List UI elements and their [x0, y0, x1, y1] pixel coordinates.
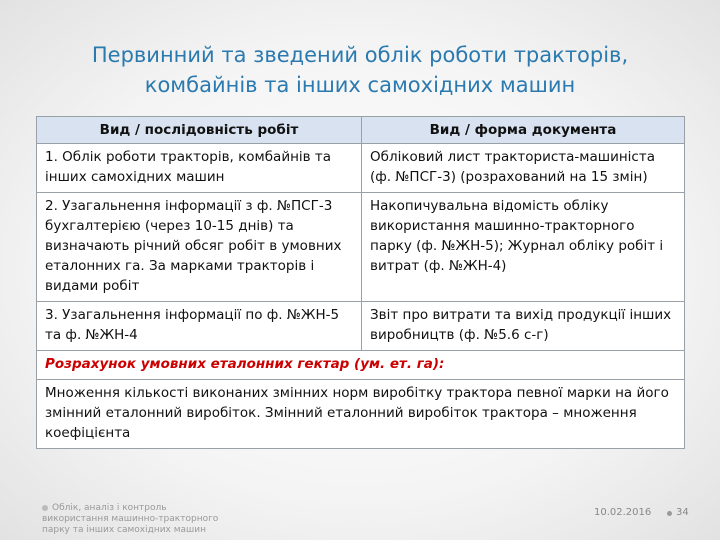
slide-date: 10.02.2016 [594, 507, 652, 518]
slide-title [20, 40, 700, 100]
title-line-1: Первинний та зведений облік роботи тракторів, [91, 43, 629, 67]
title-line-2: комбайнів та інших самохідних машин [144, 73, 576, 97]
separator-dot-icon [667, 511, 672, 516]
section-title-row [37, 351, 685, 380]
column-header-works: Вид / послідовність робіт [37, 117, 362, 144]
table-cell-document: Накопичувальна відомість обліку використання машинно-тракторного парку (ф. №ЖН-5); Журнал обліку робіт і витрат (ф. №ЖН-4) [362, 193, 685, 302]
document-table [36, 116, 685, 449]
table-cell-work: 1. Облік роботи тракторів, комбайнів та інших самохідних машин [37, 144, 362, 193]
footer-caption-text: Облік, аналіз і контроль використання машинно-тракторного парку та інших самохідних машин [42, 503, 219, 535]
table-header-row [37, 117, 685, 144]
bullet-icon [42, 505, 48, 511]
section-text: Множення кількості виконаних змінних норм виробітку трактора певної марки на його змінний еталонний виробіток. Змінний еталонний виробіток трактора – множення коефіцієнта [37, 380, 685, 449]
slide-number: 34 [676, 507, 689, 518]
table-row [37, 302, 685, 351]
table-cell-work: 3. Узагальнення інформації по ф. №ЖН-5 та ф. №ЖН-4 [37, 302, 362, 351]
table-cell-work: 2. Узагальнення інформації з ф. №ПСГ-3 бухгалтерією (через 10-15 днів) та визначають річний обсяг робіт в умовних еталонних га. За марками тракторів і видами робіт [37, 193, 362, 302]
table-cell-document: Обліковий лист тракториста-машиніста (ф. №ПСГ-3) (розрахований на 15 змін) [362, 144, 685, 193]
footer-caption [42, 503, 232, 536]
section-title: Розрахунок умовних еталонних гектар (ум. ет. га): [37, 351, 685, 380]
table-cell-document: Звіт про витрати та вихід продукції інших виробництв (ф. №5.6 с-г) [362, 302, 685, 351]
table-row [37, 144, 685, 193]
table-row [37, 193, 685, 302]
section-text-row [37, 380, 685, 449]
column-header-document: Вид / форма документа [362, 117, 685, 144]
